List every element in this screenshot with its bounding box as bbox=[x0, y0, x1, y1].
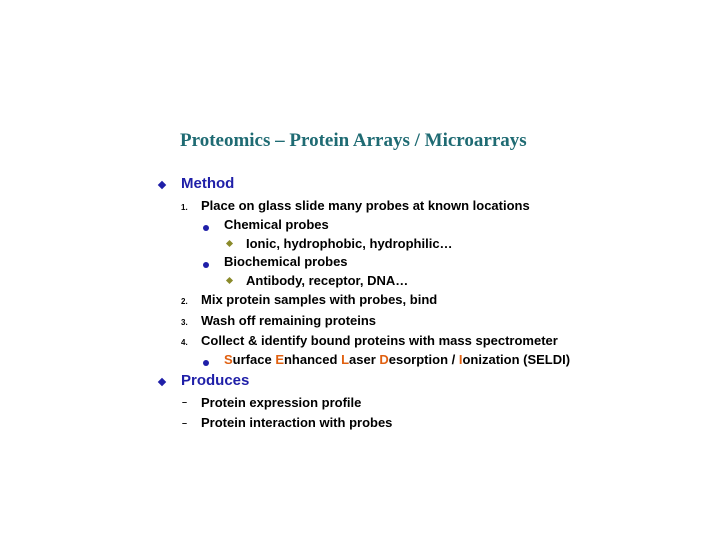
chemical-probes-text: Chemical probes bbox=[224, 217, 329, 232]
seldi-part: nhanced bbox=[283, 352, 342, 367]
step-number-2: 2. bbox=[181, 297, 188, 306]
step-2-text: Mix protein samples with probes, bind bbox=[201, 292, 438, 307]
produces-heading: Produces bbox=[181, 372, 250, 389]
step-number-4: 4. bbox=[181, 338, 188, 347]
biochemical-probes-text: Biochemical probes bbox=[224, 254, 348, 269]
chemical-probes-detail: Ionic, hydrophobic, hydrophilic… bbox=[246, 236, 453, 251]
diamond-bullet-icon bbox=[158, 181, 166, 189]
step-1-text: Place on glass slide many probes at known locations bbox=[201, 198, 530, 213]
accent-letter-s: S bbox=[224, 352, 233, 367]
produces-item-2: Protein interaction with probes bbox=[201, 415, 393, 430]
produces-item-1: Protein expression profile bbox=[201, 395, 362, 410]
dot-bullet-icon bbox=[203, 225, 209, 231]
accent-letter-l: L bbox=[341, 352, 350, 367]
seldi-part: urface bbox=[232, 352, 276, 367]
dash-bullet: – bbox=[182, 397, 188, 407]
step-4-text: Collect & identify bound proteins with mass spectrometer bbox=[201, 333, 558, 348]
dash-bullet: – bbox=[182, 418, 188, 428]
step-number-1: 1. bbox=[181, 203, 188, 212]
accent-letter-d: D bbox=[379, 352, 389, 367]
biochemical-probes-detail: Antibody, receptor, DNA… bbox=[246, 273, 409, 288]
dot-bullet-icon bbox=[203, 360, 209, 366]
method-heading: Method bbox=[181, 175, 235, 192]
step-number-3: 3. bbox=[181, 318, 188, 327]
seldi-part: esorption / bbox=[388, 352, 459, 367]
accent-letter-e: E bbox=[275, 352, 284, 367]
small-diamond-bullet-icon bbox=[226, 277, 233, 284]
accent-letter-i: I bbox=[458, 352, 463, 367]
small-diamond-bullet-icon bbox=[226, 240, 233, 247]
seldi-part: onization (SELDI) bbox=[462, 352, 571, 367]
dot-bullet-icon bbox=[203, 262, 209, 268]
diamond-bullet-icon bbox=[158, 378, 166, 386]
slide-title: Proteomics – Protein Arrays / Microarrays bbox=[180, 130, 527, 151]
seldi-text bbox=[224, 352, 570, 368]
step-3-text: Wash off remaining proteins bbox=[201, 313, 377, 328]
seldi-part: aser bbox=[349, 352, 380, 367]
